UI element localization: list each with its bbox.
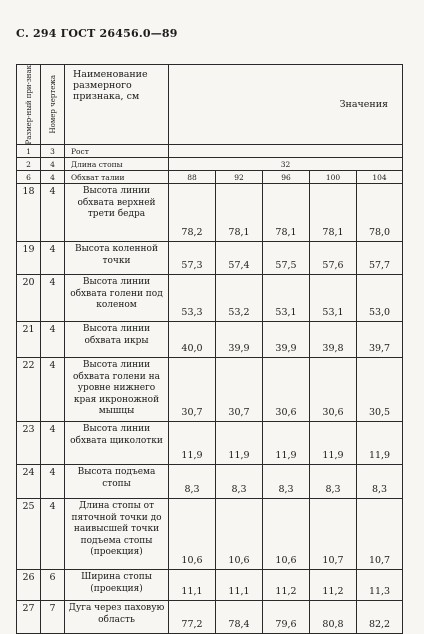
table-row [17,601,403,634]
row-value: 10,7 [310,499,357,570]
row-value: 53,0 [357,275,403,322]
row-value: 39,8 [310,322,357,358]
row-value: 11,1 [216,570,263,601]
col-header-feature-no: Размер-ный при-знак [17,65,41,145]
row-value: 53,1 [310,275,357,322]
row-drawing: 4 [41,465,65,499]
table-row [17,275,403,322]
table-row [17,465,403,499]
row-value: 57,4 [216,242,263,275]
row-value: 53,3 [169,275,216,322]
row-number: 18 [17,184,41,242]
row-value: 57,5 [263,242,310,275]
header-row-foot-length: 2 4 Длина стопы 32 [17,158,403,171]
row-drawing: 4 [41,422,65,465]
table-row [17,242,403,275]
row-value: 11,9 [263,422,310,465]
row-value: 53,2 [216,275,263,322]
row-name: Высота линии обхвата голени под коленом [65,275,169,322]
row-value: 30,7 [216,358,263,422]
row-drawing: 4 [41,322,65,358]
table-row [17,499,403,570]
row-value: 78,1 [310,184,357,242]
row-value: 78,1 [216,184,263,242]
row-value: 10,7 [357,499,403,570]
row-drawing: 4 [41,242,65,275]
header-row-height: 1 3 Рост [17,145,403,158]
table-row [17,358,403,422]
row-value: 78,2 [169,184,216,242]
row-value: 57,3 [169,242,216,275]
page-header: С. 294 ГОСТ 26456.0—89 [16,27,178,40]
row-value: 11,9 [310,422,357,465]
header-row-waist: 6 4 Обхват талии 88 92 96 100 104 [17,171,403,184]
row-value: 57,6 [310,242,357,275]
row-name: Высота подъема стопы [65,465,169,499]
row-value: 39,9 [263,322,310,358]
row-value: 10,6 [216,499,263,570]
row-number: 25 [17,499,41,570]
column-header-row [17,65,403,145]
row-value: 11,3 [357,570,403,601]
col-header-name: Наименование размерного признака, см [65,65,169,145]
row-value: 8,3 [216,465,263,499]
row-number: 22 [17,358,41,422]
row-number: 19 [17,242,41,275]
row-value: 80,8 [310,601,357,634]
row-number: 23 [17,422,41,465]
row-value: 39,9 [216,322,263,358]
row-value: 78,4 [216,601,263,634]
row-name: Длина стопы от пяточной точки до наивысшей точки подъема стопы (проекция) [65,499,169,570]
row-name: Дуга через паховую область [65,601,169,634]
row-name: Высота линии обхвата верхней трети бедра [65,184,169,242]
row-drawing: 6 [41,570,65,601]
measurement-table [16,64,403,634]
row-value: 8,3 [357,465,403,499]
row-value: 30,6 [263,358,310,422]
row-value: 30,7 [169,358,216,422]
row-number: 26 [17,570,41,601]
row-number: 27 [17,601,41,634]
row-name: Высота линии обхвата щиколотки [65,422,169,465]
row-value: 8,3 [169,465,216,499]
row-number: 20 [17,275,41,322]
row-value: 57,7 [357,242,403,275]
row-value: 11,9 [357,422,403,465]
row-drawing: 4 [41,499,65,570]
row-number: 24 [17,465,41,499]
table-row [17,570,403,601]
row-value: 11,9 [169,422,216,465]
row-number: 21 [17,322,41,358]
row-drawing: 4 [41,275,65,322]
col-header-values: Значения [169,65,403,145]
row-value: 79,6 [263,601,310,634]
row-drawing: 4 [41,184,65,242]
table-row [17,184,403,242]
row-value: 53,1 [263,275,310,322]
row-value: 11,1 [169,570,216,601]
row-name: Высота линии обхвата голени на уровне нижнего края икроножной мышцы [65,358,169,422]
row-value: 78,0 [357,184,403,242]
row-drawing: 4 [41,358,65,422]
table-row [17,322,403,358]
row-value: 40,0 [169,322,216,358]
row-value: 11,2 [263,570,310,601]
row-value: 10,6 [169,499,216,570]
row-value: 11,2 [310,570,357,601]
row-value: 77,2 [169,601,216,634]
row-value: 8,3 [263,465,310,499]
col-header-drawing-no: Номер чертежа [41,65,65,145]
row-value: 8,3 [310,465,357,499]
row-value: 30,5 [357,358,403,422]
row-value: 10,6 [263,499,310,570]
row-name: Ширина стопы (проекция) [65,570,169,601]
row-name: Высота коленной точки [65,242,169,275]
row-value: 78,1 [263,184,310,242]
row-value: 30,6 [310,358,357,422]
row-value: 82,2 [357,601,403,634]
table-row [17,422,403,465]
row-name: Высота линии обхвата икры [65,322,169,358]
row-value: 11,9 [216,422,263,465]
row-drawing: 7 [41,601,65,634]
row-value: 39,7 [357,322,403,358]
